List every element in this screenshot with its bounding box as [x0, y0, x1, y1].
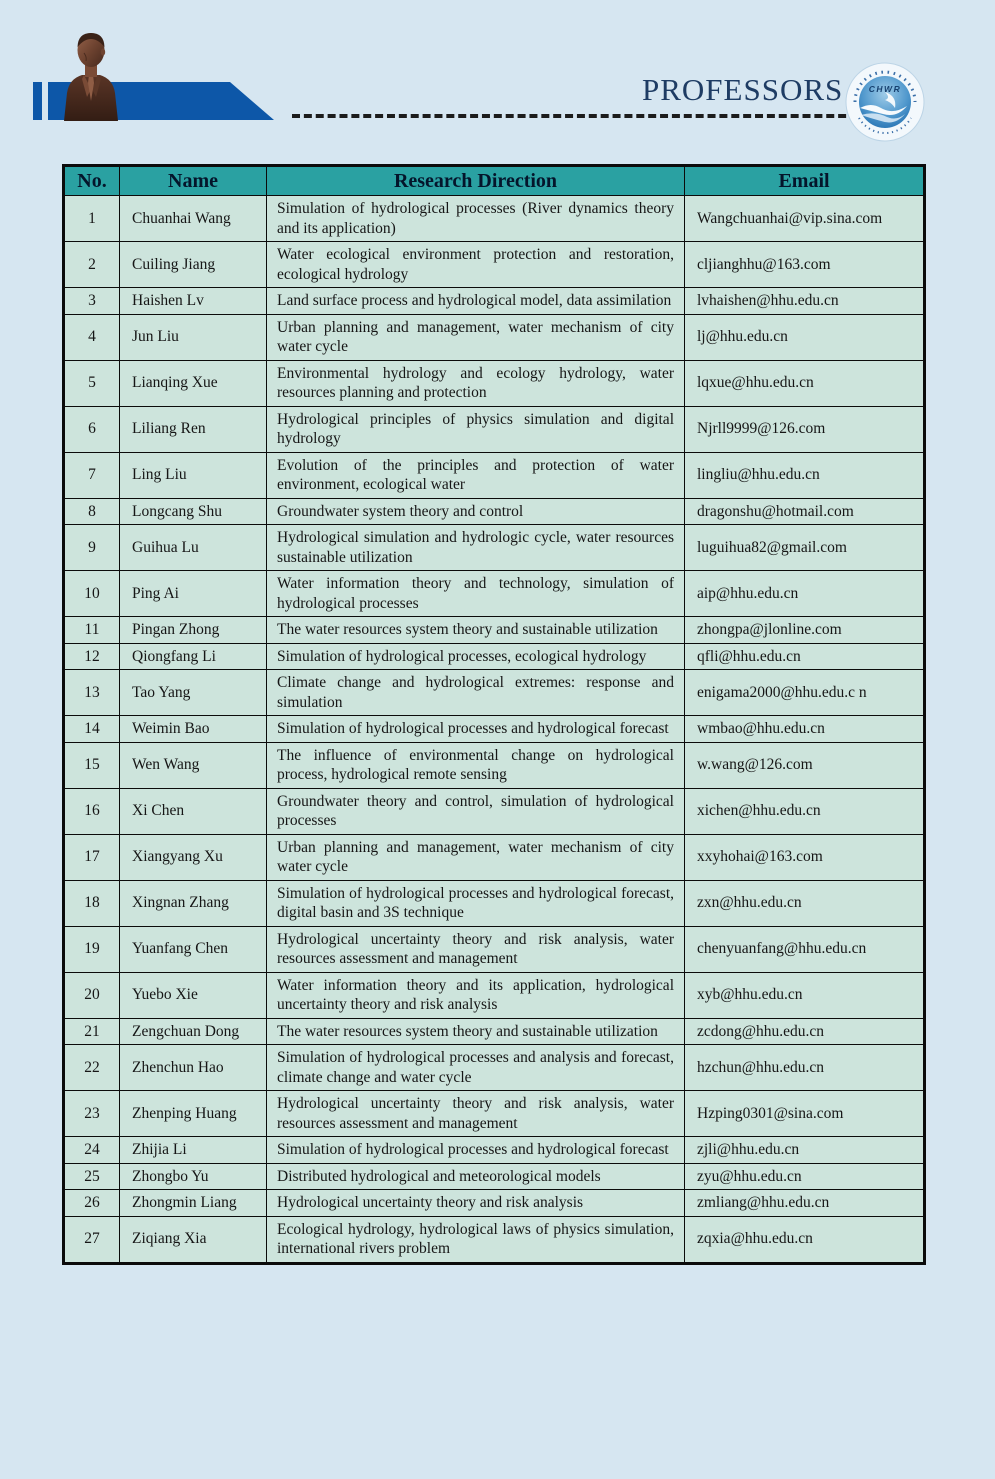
table-row — [64, 242, 925, 288]
professor-email: chenyuanfang@hhu.edu.cn — [685, 926, 925, 972]
professor-email: qfli@hhu.edu.cn — [685, 643, 925, 670]
research-direction: Hydrological uncertainty theory and risk analysis, water resources assessment and management — [267, 1091, 685, 1137]
professor-name: Xi Chen — [120, 788, 267, 834]
professor-name: Zhijia Li — [120, 1137, 267, 1164]
row-number: 25 — [64, 1163, 120, 1190]
table-row — [64, 525, 925, 571]
professor-name: Cuiling Jiang — [120, 242, 267, 288]
table-row — [64, 742, 925, 788]
professor-name: Weimin Bao — [120, 716, 267, 743]
table-row — [64, 926, 925, 972]
professor-email: hzchun@hhu.edu.cn — [685, 1045, 925, 1091]
professor-name: Zhenchun Hao — [120, 1045, 267, 1091]
professor-email: Hzping0301@sina.com — [685, 1091, 925, 1137]
banner-accent-bar — [33, 82, 42, 120]
row-number: 4 — [64, 314, 120, 360]
row-number: 26 — [64, 1190, 120, 1217]
row-number: 17 — [64, 834, 120, 880]
column-header-name: Name — [120, 166, 267, 196]
professor-email: luguihua82@gmail.com — [685, 525, 925, 571]
professor-name: Yuebo Xie — [120, 972, 267, 1018]
professor-name: Wen Wang — [120, 742, 267, 788]
row-number: 11 — [64, 617, 120, 644]
professor-email: zhongpa@jlonline.com — [685, 617, 925, 644]
professor-email: lingliu@hhu.edu.cn — [685, 452, 925, 498]
professor-name: Zhongbo Yu — [120, 1163, 267, 1190]
professor-email: zjli@hhu.edu.cn — [685, 1137, 925, 1164]
professor-email: lj@hhu.edu.cn — [685, 314, 925, 360]
row-number: 9 — [64, 525, 120, 571]
professor-email: zxn@hhu.edu.cn — [685, 880, 925, 926]
professor-name: Lianqing Xue — [120, 360, 267, 406]
research-direction: Simulation of hydrological processes, ecological hydrology — [267, 643, 685, 670]
table-row — [64, 288, 925, 315]
row-number: 22 — [64, 1045, 120, 1091]
professor-name: Liliang Ren — [120, 406, 267, 452]
row-number: 10 — [64, 571, 120, 617]
row-number: 20 — [64, 972, 120, 1018]
row-number: 1 — [64, 196, 120, 242]
research-direction: Urban planning and management, water mechanism of city water cycle — [267, 314, 685, 360]
table-row — [64, 834, 925, 880]
research-direction: Hydrological uncertainty theory and risk analysis, water resources assessment and management — [267, 926, 685, 972]
table-row — [64, 360, 925, 406]
research-direction: Hydrological uncertainty theory and risk analysis — [267, 1190, 685, 1217]
table-header-row — [64, 166, 925, 196]
table-row — [64, 643, 925, 670]
column-header-research-direction: Research Direction — [267, 166, 685, 196]
research-direction: Water ecological environment protection and restoration, ecological hydrology — [267, 242, 685, 288]
table-row — [64, 972, 925, 1018]
research-direction: Simulation of hydrological processes and hydrological forecast — [267, 1137, 685, 1164]
row-number: 7 — [64, 452, 120, 498]
professor-email: cljianghhu@163.com — [685, 242, 925, 288]
professor-email: Njrll9999@126.com — [685, 406, 925, 452]
research-direction: The water resources system theory and sustainable utilization — [267, 617, 685, 644]
research-direction: The influence of environmental change on hydrological process, hydrological remote sensing — [267, 742, 685, 788]
table-row — [64, 1163, 925, 1190]
professor-name: Zengchuan Dong — [120, 1018, 267, 1045]
research-direction: Groundwater system theory and control — [267, 498, 685, 525]
professor-name: Jun Liu — [120, 314, 267, 360]
table-row — [64, 880, 925, 926]
professor-name: Zhenping Huang — [120, 1091, 267, 1137]
professor-email: zcdong@hhu.edu.cn — [685, 1018, 925, 1045]
professor-email: Wangchuanhai@vip.sina.com — [685, 196, 925, 242]
table-row — [64, 716, 925, 743]
table-row — [64, 1018, 925, 1045]
professor-name: Haishen Lv — [120, 288, 267, 315]
professor-name: Ling Liu — [120, 452, 267, 498]
research-direction: Simulation of hydrological processes and analysis and forecast, climate change and water cycle — [267, 1045, 685, 1091]
professor-name: Guihua Lu — [120, 525, 267, 571]
column-header-email: Email — [685, 166, 925, 196]
row-number: 6 — [64, 406, 120, 452]
row-number: 24 — [64, 1137, 120, 1164]
chwr-logo-icon — [845, 62, 925, 142]
row-number: 12 — [64, 643, 120, 670]
row-number: 13 — [64, 670, 120, 716]
research-direction: Groundwater theory and control, simulation of hydrological processes — [267, 788, 685, 834]
table-row — [64, 1137, 925, 1164]
professors-table — [62, 164, 926, 1265]
table-row — [64, 452, 925, 498]
research-direction: The water resources system theory and sustainable utilization — [267, 1018, 685, 1045]
professor-name: Zhongmin Liang — [120, 1190, 267, 1217]
bronze-bust-statue-icon — [60, 27, 122, 121]
research-direction: Climate change and hydrological extremes: response and simulation — [267, 670, 685, 716]
research-direction: Urban planning and management, water mechanism of city water cycle — [267, 834, 685, 880]
row-number: 2 — [64, 242, 120, 288]
research-direction: Simulation of hydrological processes and hydrological forecast, digital basin and 3S technique — [267, 880, 685, 926]
table-row — [64, 670, 925, 716]
row-number: 18 — [64, 880, 120, 926]
row-number: 5 — [64, 360, 120, 406]
research-direction: Ecological hydrology, hydrological laws of physics simulation, international rivers problem — [267, 1216, 685, 1263]
row-number: 3 — [64, 288, 120, 315]
professor-email: zyu@hhu.edu.cn — [685, 1163, 925, 1190]
professor-email: lqxue@hhu.edu.cn — [685, 360, 925, 406]
column-header-no: No. — [64, 166, 120, 196]
row-number: 8 — [64, 498, 120, 525]
professor-email: xyb@hhu.edu.cn — [685, 972, 925, 1018]
dashed-divider-line — [292, 114, 858, 118]
table-row — [64, 498, 925, 525]
professor-email: w.wang@126.com — [685, 742, 925, 788]
professor-email: enigama2000@hhu.edu.c n — [685, 670, 925, 716]
research-direction: Distributed hydrological and meteorological models — [267, 1163, 685, 1190]
table-row — [64, 1091, 925, 1137]
professor-email: xichen@hhu.edu.cn — [685, 788, 925, 834]
professor-name: Xiangyang Xu — [120, 834, 267, 880]
table-row — [64, 1216, 925, 1263]
row-number: 27 — [64, 1216, 120, 1263]
professor-email: zmliang@hhu.edu.cn — [685, 1190, 925, 1217]
professor-name: Xingnan Zhang — [120, 880, 267, 926]
row-number: 15 — [64, 742, 120, 788]
table-row — [64, 196, 925, 242]
research-direction: Water information theory and its application, hydrological uncertainty theory and risk analysis — [267, 972, 685, 1018]
research-direction: Environmental hydrology and ecology hydrology, water resources planning and protection — [267, 360, 685, 406]
research-direction: Hydrological principles of physics simulation and digital hydrology — [267, 406, 685, 452]
research-direction: Evolution of the principles and protection of water environment, ecological water — [267, 452, 685, 498]
professor-name: Ziqiang Xia — [120, 1216, 267, 1263]
row-number: 14 — [64, 716, 120, 743]
table-row — [64, 314, 925, 360]
professor-email: wmbao@hhu.edu.cn — [685, 716, 925, 743]
professor-name: Longcang Shu — [120, 498, 267, 525]
research-direction: Hydrological simulation and hydrologic cycle, water resources sustainable utilization — [267, 525, 685, 571]
table-row — [64, 617, 925, 644]
research-direction: Simulation of hydrological processes and hydrological forecast — [267, 716, 685, 743]
table-row — [64, 571, 925, 617]
row-number: 21 — [64, 1018, 120, 1045]
professor-email: lvhaishen@hhu.edu.cn — [685, 288, 925, 315]
logo-text: CHWR — [868, 84, 902, 94]
professor-name: Ping Ai — [120, 571, 267, 617]
professor-name: Chuanhai Wang — [120, 196, 267, 242]
research-direction: Simulation of hydrological processes (River dynamics theory and its application) — [267, 196, 685, 242]
table-row — [64, 406, 925, 452]
professor-name: Tao Yang — [120, 670, 267, 716]
professor-email: zqxia@hhu.edu.cn — [685, 1216, 925, 1263]
page-title: PROFESSORS — [642, 72, 844, 107]
professor-email: dragonshu@hotmail.com — [685, 498, 925, 525]
research-direction: Land surface process and hydrological model, data assimilation — [267, 288, 685, 315]
row-number: 16 — [64, 788, 120, 834]
row-number: 23 — [64, 1091, 120, 1137]
professor-email: aip@hhu.edu.cn — [685, 571, 925, 617]
table-row — [64, 1190, 925, 1217]
professor-name: Yuanfang Chen — [120, 926, 267, 972]
row-number: 19 — [64, 926, 120, 972]
professors-table-body — [64, 196, 925, 1264]
professor-name: Pingan Zhong — [120, 617, 267, 644]
professor-name: Qiongfang Li — [120, 643, 267, 670]
research-direction: Water information theory and technology, simulation of hydrological processes — [267, 571, 685, 617]
table-row — [64, 788, 925, 834]
professor-email: xxyhohai@163.com — [685, 834, 925, 880]
table-row — [64, 1045, 925, 1091]
